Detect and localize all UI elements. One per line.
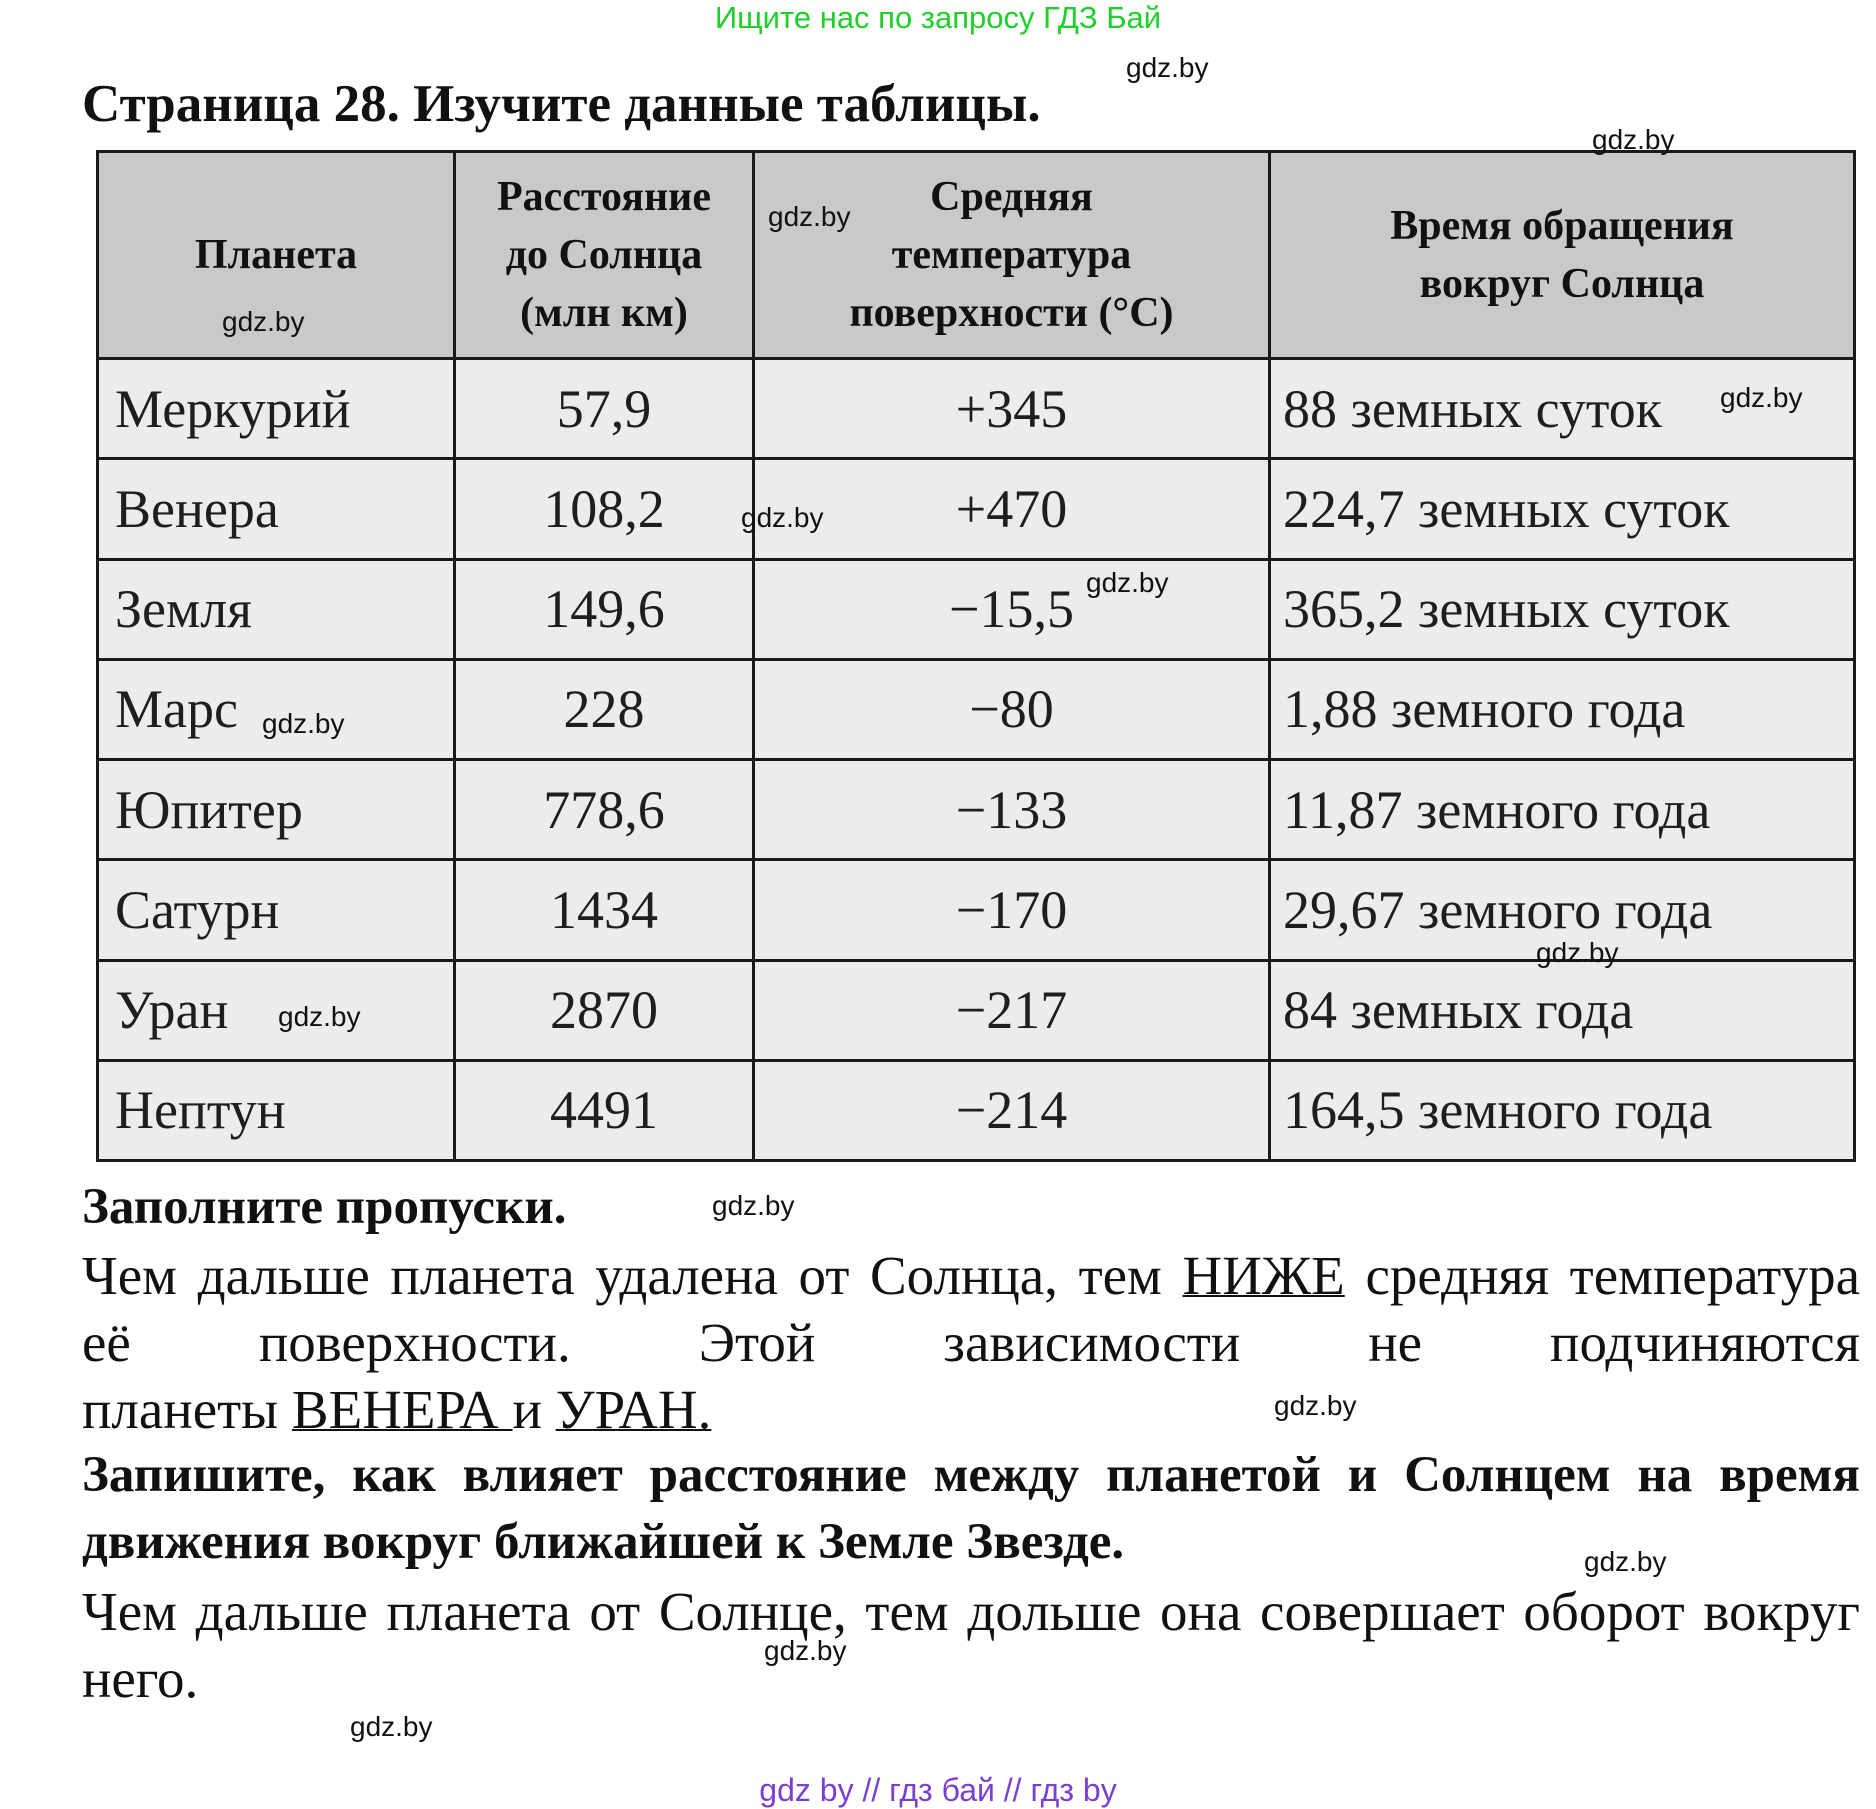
header-planet: Планета bbox=[98, 152, 455, 359]
period-cell: 29,67 земного года bbox=[1270, 860, 1855, 960]
period-cell: 224,7 земных суток bbox=[1270, 459, 1855, 559]
planet-cell: Меркурий bbox=[98, 359, 455, 459]
watermark: gdz.by bbox=[350, 1711, 433, 1742]
watermark: gdz.by bbox=[222, 306, 305, 337]
period-cell: 1,88 земного года bbox=[1270, 659, 1855, 759]
watermark: gdz.by bbox=[1592, 124, 1675, 155]
table-row bbox=[98, 960, 1855, 1060]
period-cell: 84 земных года bbox=[1270, 960, 1855, 1060]
planet-cell: Юпитер bbox=[98, 760, 455, 860]
planet-cell: Уран bbox=[98, 960, 455, 1060]
page-title: Страница 28. Изучите данные таблицы. bbox=[82, 75, 1041, 133]
planet-cell: Земля bbox=[98, 559, 455, 659]
table-row bbox=[98, 1060, 1855, 1160]
watermark: gdz.by bbox=[1584, 1546, 1667, 1577]
temperature-cell: −170 bbox=[754, 860, 1270, 960]
watermark: gdz.by bbox=[1086, 567, 1169, 598]
watermark: gdz.by bbox=[764, 1635, 847, 1666]
planet-cell: Нептун bbox=[98, 1060, 455, 1160]
header-distance: Расстояние до Солнца (млн км) bbox=[455, 152, 754, 359]
table-row bbox=[98, 359, 1855, 459]
planet-cell: Венера bbox=[98, 459, 455, 559]
distance-cell: 1434 bbox=[455, 860, 754, 960]
period-cell: 11,87 земного года bbox=[1270, 760, 1855, 860]
watermark: gdz.by bbox=[1126, 52, 1209, 83]
answer-3: УРАН. bbox=[555, 1379, 712, 1440]
table-row bbox=[98, 459, 1855, 559]
planet-cell: Марс bbox=[98, 659, 455, 759]
distance-cell: 778,6 bbox=[455, 760, 754, 860]
temperature-cell: −15,5 bbox=[754, 559, 1270, 659]
distance-cell: 4491 bbox=[455, 1060, 754, 1160]
table-row bbox=[98, 659, 1855, 759]
period-cell: 88 земных суток bbox=[1270, 359, 1855, 459]
table-header-row bbox=[98, 152, 1855, 359]
temperature-cell: −80 bbox=[754, 659, 1270, 759]
task1-text bbox=[82, 1242, 1860, 1443]
task1-heading: Заполните пропуски. bbox=[82, 1179, 567, 1235]
header-period: Время обращения вокруг Солнца bbox=[1270, 152, 1855, 359]
answer-1: НИЖЕ bbox=[1182, 1245, 1345, 1306]
task1-text-a: Чем дальше планета удалена от Солнца, тем bbox=[82, 1245, 1162, 1306]
watermark: gdz.by bbox=[1274, 1390, 1357, 1421]
table-row bbox=[98, 760, 1855, 860]
distance-cell: 108,2 bbox=[455, 459, 754, 559]
distance-cell: 2870 bbox=[455, 960, 754, 1060]
temperature-cell: −133 bbox=[754, 760, 1270, 860]
temperature-cell: +470 bbox=[754, 459, 1270, 559]
watermark: gdz.by bbox=[1536, 937, 1619, 968]
answer-2: ВЕНЕРА bbox=[291, 1379, 513, 1440]
watermark: gdz.by bbox=[1720, 382, 1803, 413]
task1-text-c: планеты bbox=[82, 1379, 279, 1440]
temperature-cell: −214 bbox=[754, 1060, 1270, 1160]
distance-cell: 57,9 bbox=[455, 359, 754, 459]
watermark: gdz.by bbox=[262, 708, 345, 739]
search-hint-banner: Ищите нас по запросу ГДЗ Бай bbox=[714, 0, 1162, 35]
temperature-cell: +345 bbox=[754, 359, 1270, 459]
task2-answer: Чем дальше планета от Солнце, тем дольше она совершает оборот вокруг него. bbox=[82, 1581, 1860, 1709]
distance-cell: 228 bbox=[455, 659, 754, 759]
task1-text-b: средняя температура её поверхности. Этой зависимости не подчиняются bbox=[82, 1245, 1860, 1373]
watermark: gdz.by bbox=[278, 1001, 361, 1032]
footer-links[interactable]: gdz by // гдз бай // гдз by bbox=[759, 1772, 1117, 1808]
watermark: gdz.by bbox=[712, 1190, 795, 1221]
watermark: gdz.by bbox=[741, 502, 824, 533]
planet-cell: Сатурн bbox=[98, 860, 455, 960]
distance-cell: 149,6 bbox=[455, 559, 754, 659]
temperature-cell: −217 bbox=[754, 960, 1270, 1060]
period-cell: 365,2 земных суток bbox=[1270, 559, 1855, 659]
watermark: gdz.by bbox=[768, 201, 851, 232]
period-cell: 164,5 земного года bbox=[1270, 1060, 1855, 1160]
task1-text-d: и bbox=[512, 1379, 542, 1440]
table-row bbox=[98, 559, 1855, 659]
task2-question: Запишите, как влияет расстояние между планетой и Солнцем на время движения вокруг ближайшей к Земле Звезде. bbox=[82, 1447, 1860, 1570]
header-temperature: Средняя температура поверхности (°C) bbox=[754, 152, 1270, 359]
